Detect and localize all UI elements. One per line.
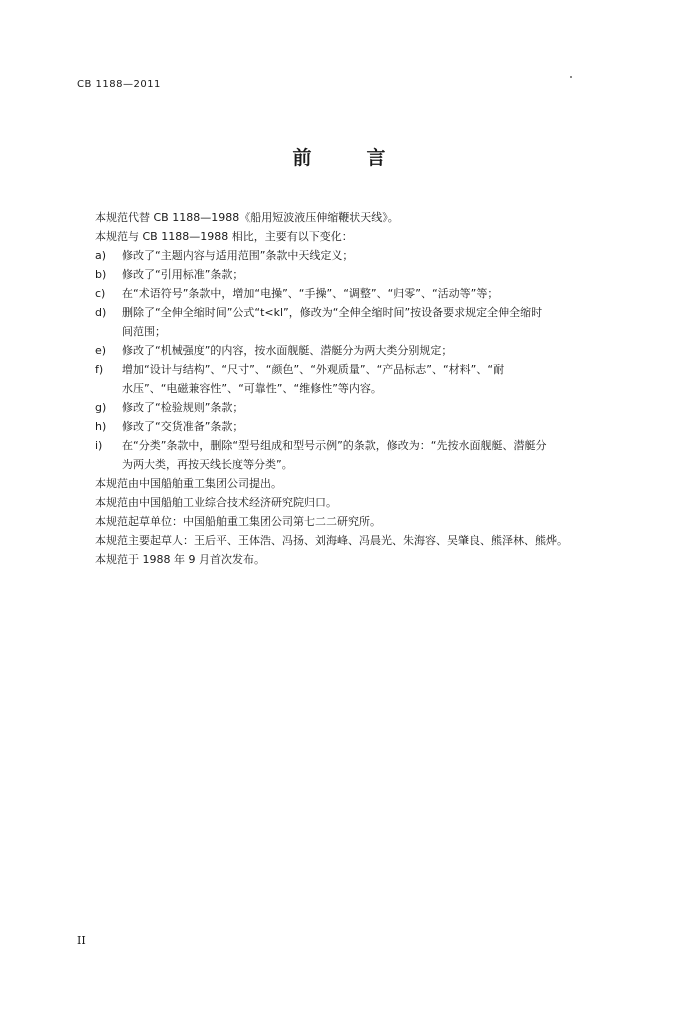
item-label: i) (95, 439, 103, 452)
item-label: h) (95, 420, 107, 433)
item-label: g) (95, 401, 107, 414)
item-text: 删除了“全伸全缩时间”公式“t<kl”，修改为“全伸全缩时间”按设备要求规定全伸全缩时 (122, 306, 543, 319)
intro-paragraph: 本规范代替 CB 1188—1988《船用短波液压伸缩鞭状天线》。 (95, 211, 399, 224)
first-release-paragraph: 本规范于 1988 年 9 月首次发布。 (95, 553, 265, 566)
change-item (95, 436, 655, 474)
change-item (95, 417, 655, 436)
change-item (95, 246, 655, 265)
item-label: e) (95, 344, 107, 357)
item-label: d) (95, 306, 107, 319)
item-label: a) (95, 249, 107, 262)
item-text: 修改了“引用标准”条款； (122, 268, 244, 281)
page-title: 前 言 (292, 147, 404, 169)
change-item (95, 284, 655, 303)
item-text: 修改了“机械强度”的内容，按水面舰艇、潜艇分为两大类分别规定； (122, 344, 453, 357)
page-number: II (77, 934, 86, 947)
item-text: 为两大类，再按天线长度等分类”。 (122, 458, 293, 471)
item-text: 间范围； (122, 325, 166, 338)
item-text: 水压”、“电磁兼容性”、“可靠性”、“维修性”等内容。 (122, 382, 382, 395)
item-text: 在“分类”条款中，删除“型号组成和型号示例”的条款，修改为：“先按水面舰艇、潜艇分 (122, 439, 547, 452)
item-text: 增加“设计与结构”、“尺寸”、“颜色”、“外观质量”、“产品标志”、“材料”、“耐 (122, 363, 505, 376)
item-text: 修改了“检验规则”条款； (122, 401, 244, 414)
item-text: 修改了“主题内容与适用范围”条款中天线定义； (122, 249, 354, 262)
item-text: 在“术语符号”条款中，增加“电操”、“手操”、“调整”、“归零”、“活动等”等； (122, 287, 499, 300)
scan-speck (570, 76, 572, 78)
item-label: b) (95, 268, 107, 281)
change-item (95, 360, 655, 398)
standard-code: CB 1188—2011 (77, 79, 161, 90)
drafting-unit-paragraph: 本规范起草单位：中国船舶重工集团公司第七二二研究所。 (95, 515, 381, 528)
item-label: f) (95, 363, 104, 376)
intro-paragraph: 本规范与 CB 1188—1988 相比，主要有以下变化： (95, 230, 353, 243)
item-text: 修改了“交货准备”条款； (122, 420, 244, 433)
change-item (95, 303, 655, 341)
change-item (95, 341, 655, 360)
centralized-unit-paragraph: 本规范由中国船舶工业综合技术经济研究院归口。 (95, 496, 337, 509)
proposer-paragraph: 本规范由中国船舶重工集团公司提出。 (95, 477, 282, 490)
change-item (95, 265, 655, 284)
change-item (95, 398, 655, 417)
drafters-paragraph: 本规范主要起草人：王后平、王体浩、冯扬、刘海峰、冯晨光、朱海容、吴肇良、熊泽林、熊烨。 (95, 534, 568, 547)
item-label: c) (95, 287, 106, 300)
foreword-body (95, 208, 655, 569)
